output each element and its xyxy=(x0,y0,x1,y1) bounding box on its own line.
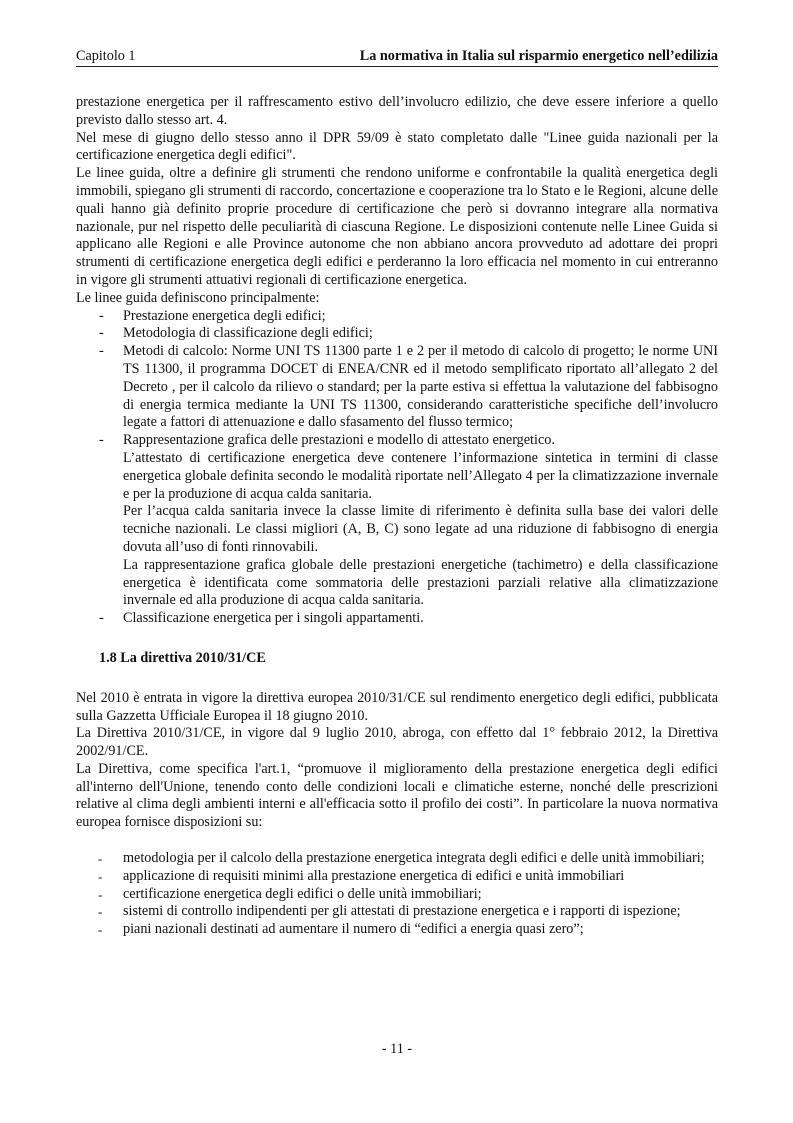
body-text xyxy=(76,94,718,939)
chapter-title: La normativa in Italia sul risparmio energetico nell’edilizia xyxy=(359,48,718,64)
paragraph: La Direttiva 2010/31/CE, in vigore dal 9 luglio 2010, abroga, con effetto dal 1° febbraio 2012, la Direttiva 2002/91/CE. xyxy=(76,725,718,760)
list-item xyxy=(76,325,718,343)
list-item xyxy=(76,432,718,610)
list-item-text: Rappresentazione grafica delle prestazioni e modello di attestato energetico. xyxy=(123,432,555,449)
list-dash: - xyxy=(99,432,104,449)
section-heading: 1.8 La direttiva 2010/31/CE xyxy=(99,649,266,666)
page-number: - 11 - xyxy=(381,1041,413,1057)
paragraph: La Direttiva, come specifica l'art.1, “promuove il miglioramento della prestazione energetica degli edifici all'interno dell'Unione, tenendo conto delle condizioni locali e climatiche esterne, nonché delle prescrizioni relative al clima degli ambienti interni e all'efficacia sotto il profilo dei costi”. In particolare la nuova normativa europea fornisce disposizioni su: xyxy=(76,760,718,831)
list-dash: - xyxy=(99,343,104,360)
list-item xyxy=(76,610,718,628)
list-item xyxy=(76,850,718,868)
paragraph: Le linee guida definiscono principalmente: xyxy=(76,289,320,306)
list-subparagraph: Per l’acqua calda sanitaria invece la classe limite di riferimento è definita sulla base dei valori delle tecniche nazionali. Le classi migliori (A, B, C) sono legate ad una riduzione di fabbisogno di energia dovuta all’uso di fonti rinnovabili. xyxy=(123,503,718,555)
list-dash: - xyxy=(99,325,104,342)
list-dash: - xyxy=(99,610,104,627)
list-dash: - xyxy=(98,904,103,920)
list-dash: - xyxy=(98,868,103,884)
list-item xyxy=(76,868,718,886)
list-item-text: sistemi di controllo indipendenti per gli attestati di prestazione energetica e i rapporti di ispezione; xyxy=(123,903,681,920)
guidelines-list xyxy=(76,308,718,628)
list-item-text: applicazione di requisiti minimi alla prestazione energetica di edifici e unità immobiliari xyxy=(123,867,625,884)
list-item xyxy=(76,903,718,921)
list-item-text: piani nazionali destinati ad aumentare il numero di “edifici a energia quasi zero”; xyxy=(123,921,584,938)
list-item-text: certificazione energetica degli edifici o delle unità immobiliari; xyxy=(123,885,482,902)
list-subparagraph: L’attestato di certificazione energetica deve contenere l’informazione sintetica in termini di classe energetica globale definita secondo le modalità riportate nell’Allegato 4 per la climatizzazione invernale e per la produzione di acqua calda sanitaria. xyxy=(123,449,718,502)
chapter-label: Capitolo 1 xyxy=(76,48,136,64)
paragraph: Le linee guida, oltre a definire gli strumenti che rendono uniforme e confrontabile la qualità energetica degli immobili, spiegano gli strumenti di raccordo, concertazione e cooperazione tra lo Stato e le Regioni, alcune delle quali hanno già definito proprie procedure di certificazione che però si dovranno integrare alla normativa nazionale, pur nel rispetto delle peculiarità di ciascuna Regione. Le disposizioni contenute nelle Linee Guida si applicano alle Regioni e alle Province autonome che non abbiano ancora provveduto ad adottare dei propri strumenti di certificazione energetica degli edifici e perderanno la loro efficacia nel momento in cui entreranno in vigore gli strumenti attuativi regionali di certificazione energetica. xyxy=(76,165,718,288)
list-item-text: Metodi di calcolo: Norme UNI TS 11300 parte 1 e 2 per il metodo di calcolo di progetto; le norme UNI TS 11300, il programma DOCET di ENEA/CNR ed il metodo semplificato riportato all’allegato 2 del Decreto , per il calcolo da rilievo o standard; per la parte estiva si effettua la valutazione del fabbisogno di energia termica mediante la UNI TS 11300, considerando caratteristiche specifiche dell’involucro legate a fattori di attenuazione e dallo sfasamento del flusso termico; xyxy=(123,343,718,431)
list-dash: - xyxy=(99,307,104,324)
list-dash: - xyxy=(98,851,103,867)
spacer xyxy=(76,832,718,850)
list-item-text: Classificazione energetica per i singoli appartamenti. xyxy=(123,610,424,627)
list-dash: - xyxy=(98,922,103,938)
list-item-text: Metodologia di classificazione degli edifici; xyxy=(123,325,373,342)
list-item-text: Prestazione energetica degli edifici; xyxy=(123,307,326,324)
list-item xyxy=(76,886,718,904)
paragraph: Nel 2010 è entrata in vigore la direttiva europea 2010/31/CE sul rendimento energetico degli edifici, pubblicata sulla Gazzetta Ufficiale Europea il 18 giugno 2010. xyxy=(76,689,718,724)
list-item xyxy=(76,921,718,939)
list-subparagraph: La rappresentazione grafica globale delle prestazioni energetiche (tachimetro) e della classificazione energetica è identificata come sommatoria delle prestazioni parziali relative alla climatizzazione invernale ed alla produzione di acqua calda sanitaria. xyxy=(123,556,718,609)
paragraph: prestazione energetica per il raffrescamento estivo dell’involucro edilizio, che deve essere inferiore a quello previsto dallo stesso art. 4. xyxy=(76,94,718,128)
list-item-text: metodologia per il calcolo della prestazione energetica integrata degli edifici e delle unità immobiliari; xyxy=(123,850,705,867)
list-dash: - xyxy=(98,886,103,902)
running-header xyxy=(76,46,718,67)
paragraph: Nel mese di giugno dello stesso anno il DPR 59/09 è stato completato dalle "Linee guida nazionali per la certificazione energetica degli edifici". xyxy=(76,129,718,164)
list-item xyxy=(76,343,718,432)
list-item xyxy=(76,308,718,326)
directive-list xyxy=(76,850,718,939)
